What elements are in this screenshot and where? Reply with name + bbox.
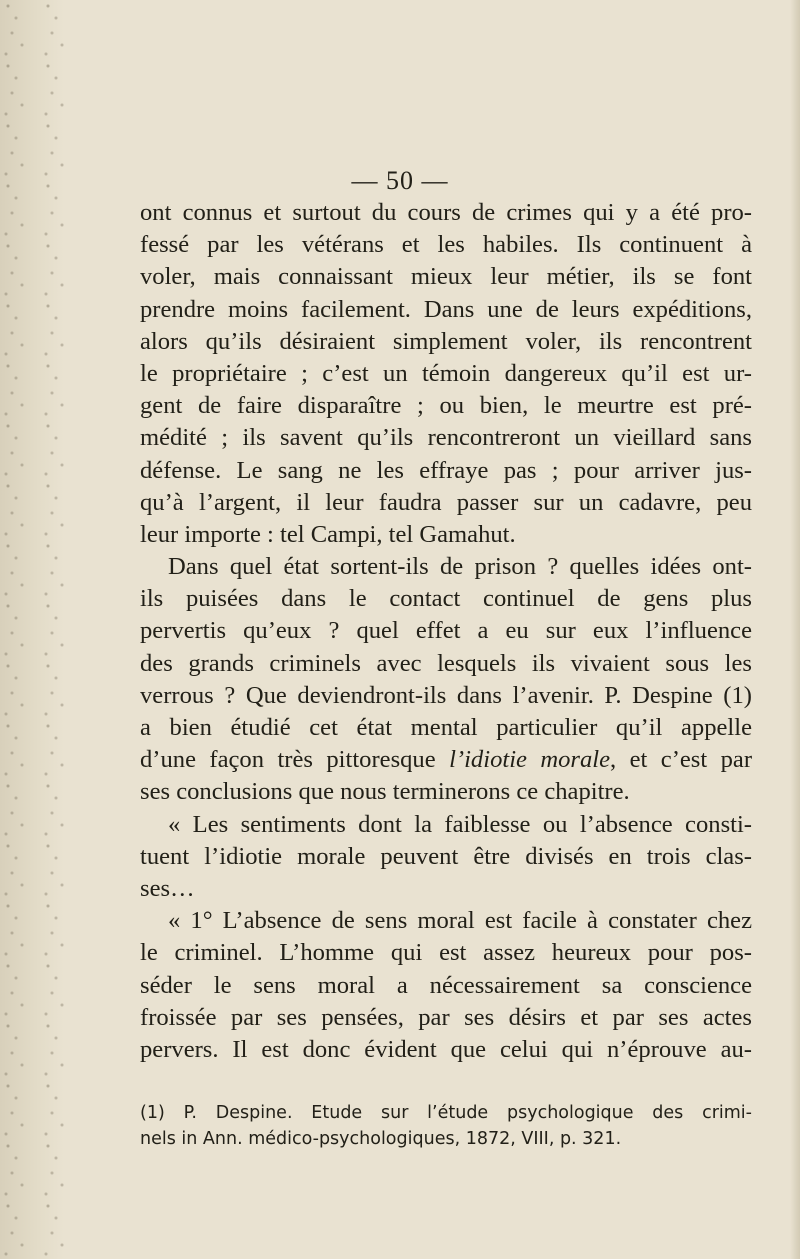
text-line: le criminel. L’homme qui est assez heureux pour pos- — [140, 939, 752, 967]
text-line: Dans quel état sortent-ils de prison ? quelles idées ont- — [168, 553, 752, 581]
text-line: médité ; ils savent qu’ils rencontreront un vieillard sans — [140, 424, 752, 452]
footnote-line: (1) P. Despine. Etude sur l’étude psychologique des crimi- — [140, 1103, 752, 1123]
text-line: leur importe : tel Campi, tel Gamahut. — [140, 520, 516, 548]
text-line: des grands criminels avec lesquels ils vivaient sous les — [140, 649, 752, 677]
text-line: verrous ? Que deviendront-ils dans l’avenir. P. Despine (1) — [140, 681, 752, 709]
text-line: séder le sens moral a nécessairement sa conscience — [140, 971, 752, 999]
text-line: ses conclusions que nous terminerons ce chapitre. — [140, 778, 630, 806]
emphasized-term: l’idiotie morale — [449, 746, 611, 774]
text-line: fessé par les vétérans et les habiles. Ils continuent à — [140, 231, 752, 259]
text-fragment: d’une façon très pittoresque — [140, 746, 450, 774]
text-line: « Les sentiments dont la faiblesse ou l’absence consti- — [168, 810, 752, 838]
text-line: froissée par ses pensées, par ses désirs et par ses actes — [140, 1003, 752, 1031]
text-line: le propriétaire ; c’est un témoin dangereux qu’il est ur- — [140, 359, 752, 387]
body-text — [140, 197, 752, 1066]
text-line: défense. Le sang ne les effraye pas ; pour arriver jus- — [140, 456, 752, 484]
page-number-header: — 50 — — [351, 166, 449, 195]
text-line: prendre moins facilement. Dans une de leurs expéditions, — [140, 295, 752, 323]
footnote-line: nels in Ann. médico-psychologiques, 1872, VIII, p. 321. — [140, 1129, 622, 1149]
text-line: a bien étudié cet état mental particulier qu’il appelle — [140, 714, 752, 741]
text-line: pervertis qu’eux ? quel effet a eu sur eux l’influence — [140, 617, 752, 645]
text-line: ses… — [140, 874, 195, 902]
text-line: gent de faire disparaître ; ou bien, le meurtre est pré- — [140, 392, 752, 420]
text-line: voler, mais connaissant mieux leur métier, ils se font — [140, 263, 752, 291]
text-line: pervers. Il est donc évident que celui qui n’éprouve au- — [140, 1035, 752, 1063]
text-line: tuent l’idiotie morale peuvent être divisés en trois clas- — [140, 842, 752, 870]
text-line: alors qu’ils désiraient simplement voler, ils rencontrent — [140, 327, 752, 355]
text-fragment: , et c’est par — [610, 746, 753, 774]
text-line-with-emphasis — [140, 744, 752, 776]
footnote — [140, 1100, 752, 1152]
text-line: « 1° L’absence de sens moral est facile à constater chez — [168, 907, 752, 935]
text-line: qu’à l’argent, il leur faudra passer sur un cadavre, peu — [140, 488, 752, 516]
text-line: ont connus et surtout du cours de crimes qui y a été pro- — [140, 199, 752, 226]
text-line: ils puisées dans le contact continuel de gens plus — [140, 585, 752, 613]
